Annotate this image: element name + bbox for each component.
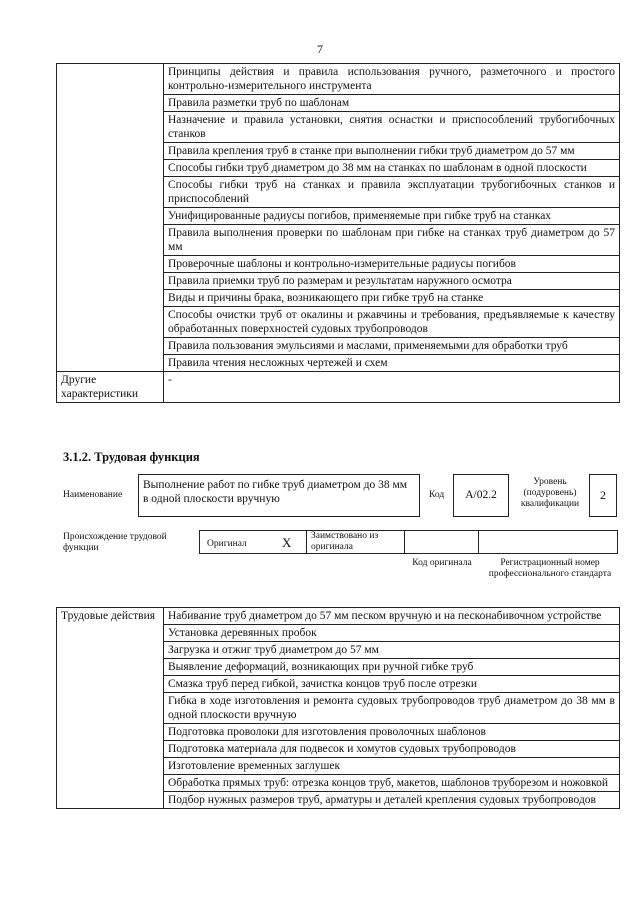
code-original-caption: Код оригинала	[412, 558, 472, 568]
qualification-level-label: Уровень (подуровень) квалификации	[520, 477, 580, 509]
knowledge-item: Унифицированные радиусы погибов, применяемые при гибке труб на станках	[164, 208, 620, 225]
knowledge-item: Способы очистки труб от окалины и ржавчины и требования, предъявляемые к качеству обработанных поверхностей судовых трубопроводов	[164, 307, 620, 338]
knowledge-item: Проверочные шаблоны и контрольно-измерительные радиусы погибов	[164, 256, 620, 273]
section-heading: 3.1.2. Трудовая функция	[63, 450, 200, 464]
code-label: Код	[429, 490, 445, 500]
level-box	[589, 474, 617, 517]
original-label: Оригинал	[207, 539, 247, 549]
labour-action-item: Установка деревянных пробок	[164, 625, 620, 642]
origin-label: Происхождение трудовой функции	[63, 532, 167, 553]
function-name-value: Выполнение работ по гибке труб диаметром до 38 мм в одной плоскости вручную	[143, 479, 408, 505]
knowledge-item: Правила выполнения проверки по шаблонам при гибке на станках труб диаметром до 57 мм	[164, 225, 620, 256]
labour-actions-table	[56, 607, 620, 809]
labour-action-item: Набивание труб диаметром до 57 мм песком вручную и на песконабивочном устройстве	[164, 608, 620, 625]
labour-action-item: Подготовка материала для подвесок и хомутов судовых трубопроводов	[164, 741, 620, 758]
page-number: 7	[317, 42, 323, 56]
other-characteristics-value: -	[164, 372, 620, 403]
code-box	[453, 474, 509, 517]
knowledge-item: Назначение и правила установки, снятия оснастки и приспособлений трубогибочных станков	[164, 112, 620, 143]
knowledge-item: Виды и причины брака, возникающего при гибке труб на станке	[164, 290, 620, 307]
labour-action-item: Подбор нужных размеров труб, арматуры и деталей крепления судовых трубопроводов	[164, 792, 620, 809]
knowledge-item: Правила крепления труб в станке при выполнении гибки труб диаметром до 57 мм	[164, 143, 620, 160]
labour-action-item: Изготовление временных заглушек	[164, 758, 620, 775]
borrowed-label: Заимствовано из оригинала	[311, 531, 379, 552]
labour-action-item: Загрузка и отжиг труб диаметром до 57 мм	[164, 642, 620, 659]
registration-number-caption: Регистрационный номер профессионального стандарта	[488, 558, 612, 579]
code-value: A/02.2	[465, 489, 497, 501]
origin-box	[199, 530, 618, 554]
labour-action-item: Выявление деформаций, возникающих при ручной гибке труб	[164, 659, 620, 676]
labour-actions-header: Трудовые действия	[57, 608, 164, 809]
labour-action-item: Гибка в ходе изготовления и ремонта судовых трубопроводов труб диаметром до 38 мм в одной плоскости вручную	[164, 693, 620, 724]
origin-divider	[404, 530, 405, 554]
knowledge-item: Правила чтения несложных чертежей и схем	[164, 355, 620, 372]
origin-divider	[306, 530, 307, 554]
knowledge-label-cell	[57, 64, 164, 372]
level-value: 2	[600, 488, 606, 502]
knowledge-item: Правила пользования эмульсиями и маслами, применяемыми для обработки труб	[164, 338, 620, 355]
labour-action-item: Обработка прямых труб: отрезка концов труб, макетов, шаблонов труборезом и ножовкой	[164, 775, 620, 792]
knowledge-item: Правила приемки труб по размерам и результатам наружного осмотра	[164, 273, 620, 290]
labour-action-item: Смазка труб перед гибкой, зачистка концов труб после отрезки	[164, 676, 620, 693]
knowledge-table	[56, 63, 620, 403]
other-characteristics-label: Другие характеристики	[57, 372, 164, 403]
original-mark: X	[282, 535, 292, 550]
origin-divider	[478, 530, 479, 554]
knowledge-item: Способы гибки труб диаметром до 38 мм на станках по шаблонам в одной плоскости	[164, 160, 620, 177]
function-name-box	[138, 474, 420, 517]
knowledge-item: Правила разметки труб по шаблонам	[164, 95, 620, 112]
knowledge-item: Принципы действия и правила использования ручного, разметочного и простого контрольно-измерительного инструмента	[164, 64, 620, 95]
knowledge-item: Способы гибки труб на станках и правила эксплуатации трубогибочных станков и приспособлений	[164, 177, 620, 208]
labour-action-item: Подготовка проволоки для изготовления проволочных шаблонов	[164, 724, 620, 741]
name-label: Наименование	[63, 490, 123, 500]
